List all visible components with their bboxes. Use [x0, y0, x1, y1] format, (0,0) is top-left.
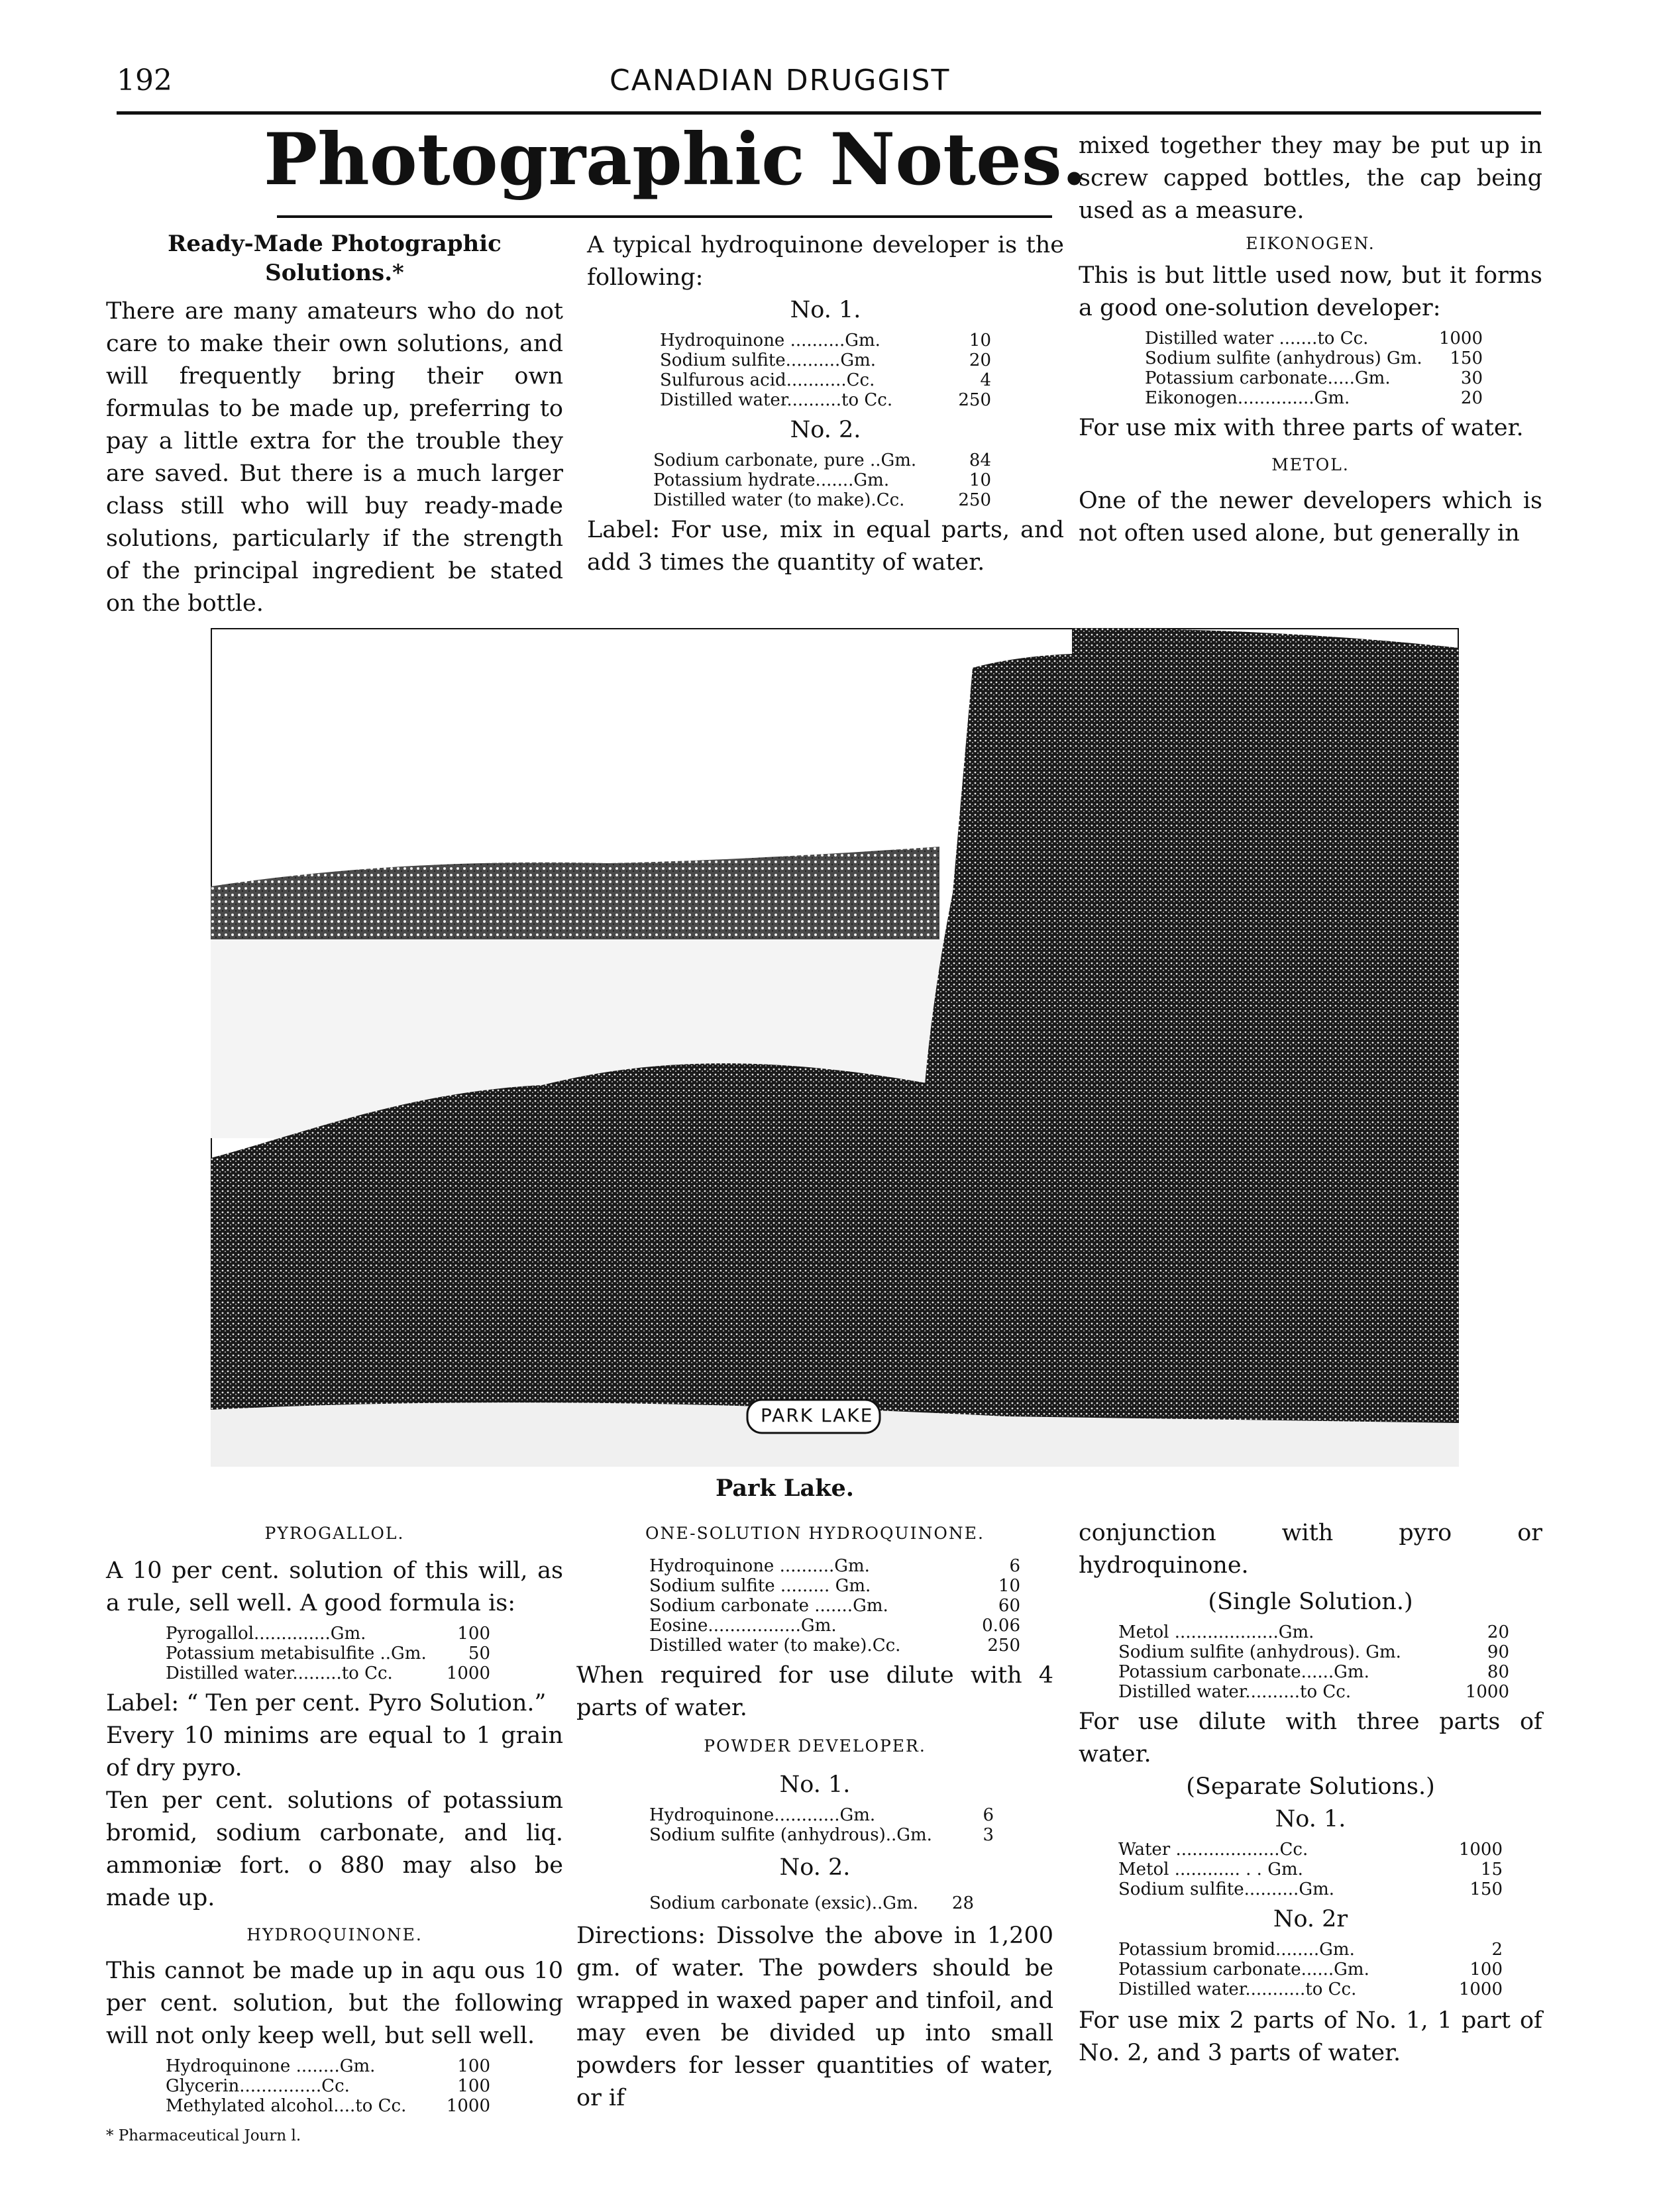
hydroquinone-paragraph: This cannot be made up in aqu ous 10 per cent. solution, but the following will not only keep well, but sell well. [106, 1958, 563, 2049]
formula-row: Eikonogen..............Gm. 20 [1145, 388, 1483, 408]
formula-row: Sodium carbonate, pure ..Gm. 84 [653, 450, 991, 470]
powder-no2-heading: No. 2. [779, 1854, 851, 1881]
formula-row: Water ...................Cc. 1000 [1118, 1840, 1503, 1860]
pyrogallol-paragraph: A 10 per cent. solution of this will, as a rule, sell well. A good formula is: [106, 1557, 563, 1616]
section-heading: Ready-Made Photographic Solutions.* [168, 231, 502, 286]
formula-row: Sodium carbonate (exsic)..Gm. 28 [649, 1893, 974, 1913]
formula-no1-heading: No. 1. [790, 297, 861, 323]
formula-row: Distilled water..........to Cc. 1000 [1118, 1682, 1509, 1702]
formula-row: Metol ...................Gm. 20 [1118, 1622, 1509, 1642]
one-solution-formula [576, 1556, 1053, 1656]
footnote: * Pharmaceutical Journ l. [106, 2127, 301, 2144]
formula-no2-heading: No. 2. [790, 417, 861, 443]
powder-heading: POWDER DEVELOPER. [704, 1736, 926, 1756]
metol-use: For use dilute with three parts of water. [1079, 1709, 1542, 1767]
formula-row: Potassium carbonate.....Gm. 30 [1145, 368, 1483, 388]
formula-row: Methylated alcohol....to Cc. 1000 [166, 2096, 490, 2116]
metol-continued: conjunction with pyro or hydroquinone. [1079, 1520, 1542, 1579]
metol-no2-heading: No. 2r [1273, 1906, 1348, 1932]
formula-row: Eosine.................Gm. 0.06 [649, 1616, 1020, 1636]
formula-row: Potassium metabisulfite ..Gm. 50 [166, 1644, 490, 1663]
column-1-bottom [106, 1517, 563, 2152]
pyro-every: Every 10 minims are equal to 1 grain of dry pyro. [106, 1722, 563, 1781]
label-note: Label: For use, mix in equal parts, and add 3 times the quantity of water. [587, 517, 1064, 576]
powder-directions: Directions: Dissolve the above in 1,200 gm. of water. The powders should be wrapped in waxed paper and tinfoil, and may even be divided up into small powders for lesser quantities of water, or if [576, 1922, 1053, 2111]
formula-row: Sodium sulfite (anhydrous). Gm. 90 [1118, 1642, 1509, 1662]
formula-row: Hydroquinone ..........Gm. 10 [660, 331, 991, 350]
powder-no2-formula [576, 1893, 1053, 1913]
continued-paragraph: mixed together they may be put up in screw capped bottles, the cap being used as a measure. [1079, 132, 1542, 224]
formula-row: Potassium carbonate......Gm. 100 [1118, 1960, 1503, 1979]
metol-no2-formula [1079, 1940, 1542, 1999]
header-rule [117, 111, 1541, 115]
pyrogallol-formula [106, 1624, 563, 1683]
one-solution-when: When required for use dilute with 4 parts of water. [576, 1662, 1053, 1721]
journal-title: CANADIAN DRUGGIST [610, 64, 951, 97]
formula-row: Hydroquinone ..........Gm. 6 [649, 1556, 1020, 1576]
formula-row: Sodium sulfite..........Gm. 20 [660, 350, 991, 370]
formula-row: Pyrogallol..............Gm. 100 [166, 1624, 490, 1644]
pyro-ten-percent: Ten per cent. solutions of potassium bromid, sodium carbonate, and liq. ammoniæ fort. o 880 may also be made up. [106, 1787, 563, 1911]
pyrogallol-heading: PYROGALLOL. [264, 1524, 405, 1543]
formula-row: Distilled water.........to Cc. 1000 [166, 1663, 490, 1683]
formula-row: Sodium carbonate .......Gm. 60 [649, 1596, 1020, 1616]
formula-row: Sulfurous acid...........Cc. 4 [660, 370, 991, 390]
formula-row: Potassium hydrate.......Gm. 10 [653, 470, 991, 490]
photo-sign: PARK LAKE [761, 1404, 874, 1426]
one-solution-heading: ONE-SOLUTION HYDROQUINONE. [645, 1524, 985, 1543]
park-lake-photo [211, 628, 1459, 1467]
metol-no1-formula [1079, 1840, 1542, 1899]
page-number: 192 [117, 64, 172, 97]
formula-row: Potassium carbonate......Gm. 80 [1118, 1662, 1509, 1682]
column-3-top [1079, 130, 1542, 550]
powder-no1-formula [576, 1805, 1053, 1845]
metol-final-use: For use mix 2 parts of No. 1, 1 part of No. 2, and 3 parts of water. [1079, 2007, 1542, 2066]
metol-no1-heading: No. 1. [1275, 1806, 1346, 1832]
page-title: Photographic Notes. [264, 118, 1087, 201]
formula-row: Distilled water (to make).Cc. 250 [653, 490, 991, 510]
formula-row: Distilled water (to make).Cc. 250 [649, 1636, 1020, 1656]
photo-caption: Park Lake. [716, 1475, 854, 1502]
formula-no2 [587, 450, 1064, 510]
formula-row: Potassium bromid........Gm. 2 [1118, 1940, 1503, 1960]
title-rule [277, 215, 1052, 218]
formula-row: Sodium sulfite..........Gm. 150 [1118, 1879, 1503, 1899]
formula-row: Sodium sulfite (anhydrous) Gm. 150 [1145, 348, 1483, 368]
formula-row: Metol ............ . . Gm. 15 [1118, 1860, 1503, 1879]
eikonogen-paragraph: This is but little used now, but it forms a good one-solution developer: [1079, 262, 1542, 321]
eikonogen-use: For use mix with three parts of water. [1079, 415, 1524, 441]
photo-illustration [211, 628, 1459, 1467]
formula-row: Sodium sulfite (anhydrous)..Gm. 3 [649, 1825, 994, 1845]
formula-row: Distilled water..........to Cc. 250 [660, 390, 991, 410]
formula-row: Glycerin...............Cc. 100 [166, 2076, 490, 2096]
separate-solutions-heading: (Separate Solutions.) [1186, 1773, 1435, 1800]
formula-row: Distilled water...........to Cc. 1000 [1118, 1979, 1503, 1999]
metol-paragraph: One of the newer developers which is not often used alone, but generally in [1079, 488, 1542, 547]
formula-row: Hydroquinone............Gm. 6 [649, 1805, 994, 1825]
metol-single-formula [1079, 1622, 1542, 1702]
hydroquinone-formula [106, 2056, 563, 2116]
formula-row: Sodium sulfite ......... Gm. 10 [649, 1576, 1020, 1596]
pyro-label: Label: “ Ten per cent. Pyro Solution.” [106, 1690, 547, 1716]
formula-row: Distilled water .......to Cc. 1000 [1145, 329, 1483, 348]
single-solution-heading: (Single Solution.) [1208, 1589, 1413, 1615]
formula-row: Hydroquinone ........Gm. 100 [166, 2056, 490, 2076]
formula-no1 [587, 331, 1064, 410]
column-1-top [106, 229, 563, 620]
column-3-bottom [1079, 1517, 1542, 2070]
powder-no1-heading: No. 1. [779, 1771, 851, 1798]
eikonogen-formula [1079, 329, 1542, 408]
hydroquinone-heading: HYDROQUINONE. [246, 1925, 423, 1944]
eikonogen-heading: EIKONOGEN. [1246, 234, 1375, 253]
hydroquinone-intro: A typical hydroquinone developer is the following: [587, 232, 1064, 291]
column-2-bottom [576, 1517, 1053, 2115]
column-2-top [587, 229, 1064, 579]
intro-paragraph: There are many amateurs who do not care to make their own solutions, and will frequently bring their own formulas to be made up, preferring to pay a little extra for the trouble they are saved. But there is a much larger class still who will buy ready-made solutions, particularly if the strength of the principal ingredient be stated on the bottle. [106, 298, 563, 617]
metol-heading: METOL. [1271, 455, 1350, 474]
